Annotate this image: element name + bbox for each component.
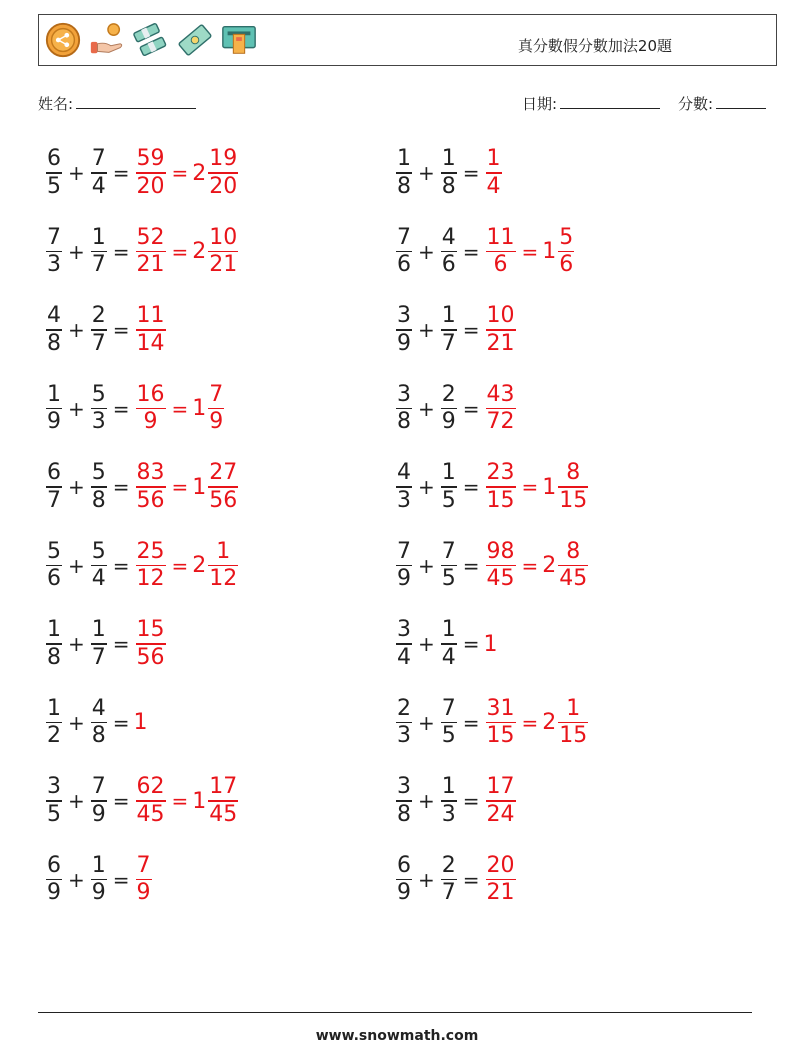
mixed-whole: 1 bbox=[192, 396, 207, 421]
mixed-fraction bbox=[558, 225, 574, 279]
answer-fraction-denominator: 24 bbox=[486, 801, 515, 827]
plus-sign: + bbox=[68, 239, 85, 264]
answer-fraction-denominator: 9 bbox=[143, 409, 158, 435]
addend-a-denominator: 2 bbox=[47, 723, 61, 749]
addend-b-denominator: 9 bbox=[441, 409, 456, 435]
addend-b-numerator: 7 bbox=[91, 146, 106, 172]
equals-sign-mixed: = bbox=[521, 710, 539, 735]
answer-fraction bbox=[486, 853, 516, 907]
addend-b-denominator: 3 bbox=[441, 801, 456, 827]
plus-sign: + bbox=[418, 396, 435, 421]
addend-b-denominator: 5 bbox=[441, 566, 456, 592]
addend-a-denominator: 9 bbox=[47, 409, 61, 435]
addend-b bbox=[91, 696, 107, 750]
addend-a-numerator: 4 bbox=[397, 460, 411, 486]
answer-fraction-denominator: 15 bbox=[486, 723, 515, 749]
addend-b-denominator: 8 bbox=[91, 723, 106, 749]
answer-fraction bbox=[136, 460, 166, 514]
addend-a bbox=[396, 617, 412, 671]
plus-sign: + bbox=[68, 318, 85, 342]
addend-a-denominator: 6 bbox=[397, 252, 411, 278]
mixed-fraction bbox=[208, 146, 238, 200]
answer-fraction-denominator: 72 bbox=[486, 409, 515, 435]
answer-fraction bbox=[486, 225, 516, 279]
addend-b bbox=[91, 225, 107, 279]
addend-a-numerator: 1 bbox=[397, 146, 411, 172]
worksheet-title: 真分數假分數加法20題 bbox=[517, 37, 672, 55]
equals-sign: = bbox=[462, 318, 480, 342]
mixed-whole: 2 bbox=[192, 553, 207, 578]
addend-a-numerator: 3 bbox=[47, 774, 61, 800]
addend-a-denominator: 3 bbox=[47, 252, 61, 278]
mixed-fraction bbox=[558, 539, 588, 593]
mixed-fraction-numerator: 7 bbox=[209, 381, 224, 407]
addend-a-denominator: 8 bbox=[397, 801, 411, 827]
answer-fraction-numerator: 20 bbox=[486, 852, 515, 878]
problem-20 bbox=[394, 849, 518, 911]
addend-b-denominator: 6 bbox=[441, 252, 456, 278]
answer-fraction-denominator: 56 bbox=[136, 644, 165, 670]
addend-b-numerator: 7 bbox=[441, 695, 456, 721]
addend-a bbox=[46, 696, 62, 750]
addend-a bbox=[46, 539, 62, 593]
addend-b bbox=[441, 696, 457, 750]
addend-b bbox=[441, 460, 457, 514]
answer-fraction-denominator: 15 bbox=[486, 487, 515, 513]
addend-a bbox=[396, 696, 412, 750]
mixed-fraction-denominator: 15 bbox=[559, 487, 588, 513]
answer-fraction bbox=[136, 617, 166, 671]
problem-11 bbox=[44, 535, 240, 597]
problem-4 bbox=[394, 221, 576, 283]
mixed-fraction-numerator: 8 bbox=[566, 538, 581, 564]
addend-a bbox=[396, 539, 412, 593]
plus-sign: + bbox=[418, 161, 435, 185]
answer-fraction bbox=[136, 382, 166, 436]
mixed-fraction bbox=[208, 382, 224, 436]
problem-2 bbox=[394, 142, 504, 204]
mixed-fraction-denominator: 12 bbox=[209, 566, 238, 592]
plus-sign: + bbox=[418, 553, 435, 578]
addend-b-numerator: 2 bbox=[91, 303, 106, 329]
addend-a-numerator: 7 bbox=[397, 224, 411, 250]
footer-site: www.snowmath.com bbox=[315, 1028, 479, 1044]
name-label: 姓名: bbox=[38, 95, 74, 113]
addend-a-denominator: 6 bbox=[47, 566, 61, 592]
equals-sign-mixed: = bbox=[171, 239, 189, 264]
answer-fraction-numerator: 17 bbox=[486, 774, 515, 800]
problem-8 bbox=[394, 378, 518, 440]
mixed-whole: 2 bbox=[192, 239, 207, 264]
mixed-fraction-numerator: 19 bbox=[209, 146, 238, 172]
addend-a bbox=[396, 146, 412, 200]
addend-a-denominator: 5 bbox=[47, 173, 61, 199]
answer-fraction-denominator: 4 bbox=[486, 173, 501, 199]
problem-6 bbox=[394, 299, 518, 361]
answer-fraction-numerator: 10 bbox=[486, 303, 515, 329]
answer-whole: 1 bbox=[133, 710, 148, 735]
score-label: 分數: bbox=[678, 95, 714, 113]
addend-a-numerator: 6 bbox=[397, 852, 411, 878]
answer-fraction bbox=[136, 225, 166, 279]
date-label: 日期: bbox=[522, 95, 558, 113]
mixed-fraction-numerator: 1 bbox=[566, 695, 581, 721]
answer-fraction bbox=[136, 539, 166, 593]
addend-a-numerator: 1 bbox=[47, 381, 61, 407]
mixed-fraction-numerator: 27 bbox=[209, 460, 238, 486]
addend-b bbox=[91, 617, 107, 671]
addend-b bbox=[91, 774, 107, 828]
problem-9 bbox=[44, 456, 240, 518]
addend-b-numerator: 1 bbox=[441, 774, 456, 800]
answer-fraction bbox=[136, 774, 166, 828]
answer-fraction-numerator: 15 bbox=[136, 617, 165, 643]
answer-fraction-denominator: 21 bbox=[486, 880, 515, 906]
problem-7 bbox=[44, 378, 226, 440]
answer-fraction-numerator: 31 bbox=[486, 695, 515, 721]
problem-5 bbox=[44, 299, 168, 361]
addend-a-numerator: 7 bbox=[397, 538, 411, 564]
addend-a-denominator: 9 bbox=[47, 880, 61, 906]
problem-15 bbox=[44, 692, 148, 754]
plus-sign: + bbox=[68, 789, 85, 813]
addend-b-numerator: 1 bbox=[91, 224, 106, 250]
answer-fraction-denominator: 9 bbox=[136, 880, 151, 906]
answer-fraction-denominator: 45 bbox=[136, 801, 165, 827]
answer-fraction-numerator: 59 bbox=[136, 146, 165, 172]
addend-b bbox=[441, 146, 457, 200]
answer-fraction bbox=[486, 460, 516, 514]
equals-sign: = bbox=[112, 475, 130, 499]
equals-sign-mixed: = bbox=[171, 789, 189, 813]
addend-b-denominator: 4 bbox=[91, 566, 106, 592]
answer-fraction-numerator: 11 bbox=[136, 303, 165, 329]
addend-a bbox=[396, 774, 412, 828]
addend-a bbox=[46, 617, 62, 671]
answer-fraction-numerator: 23 bbox=[486, 460, 515, 486]
mixed-fraction bbox=[208, 774, 238, 828]
addend-a-numerator: 3 bbox=[397, 303, 411, 329]
problem-3 bbox=[44, 221, 240, 283]
mixed-fraction-numerator: 17 bbox=[209, 774, 238, 800]
answer-fraction-denominator: 21 bbox=[486, 330, 515, 356]
mixed-fraction-numerator: 1 bbox=[216, 538, 231, 564]
addend-b bbox=[91, 460, 107, 514]
equals-sign: = bbox=[112, 239, 130, 264]
addend-a bbox=[396, 382, 412, 436]
addend-b bbox=[441, 225, 457, 279]
mixed-fraction-denominator: 45 bbox=[559, 566, 588, 592]
mixed-whole: 2 bbox=[542, 710, 557, 735]
mixed-fraction bbox=[558, 696, 588, 750]
mixed-fraction-denominator: 21 bbox=[209, 252, 238, 278]
addend-b-numerator: 1 bbox=[441, 303, 456, 329]
addend-a bbox=[46, 382, 62, 436]
addend-a-numerator: 3 bbox=[397, 774, 411, 800]
addend-b-denominator: 8 bbox=[441, 173, 456, 199]
addend-b-numerator: 1 bbox=[441, 146, 456, 172]
addend-b-numerator: 5 bbox=[91, 460, 106, 486]
problem-1 bbox=[44, 142, 240, 204]
addend-a bbox=[396, 853, 412, 907]
equals-sign-mixed: = bbox=[171, 553, 189, 578]
addend-a-numerator: 2 bbox=[397, 695, 411, 721]
mixed-fraction-denominator: 56 bbox=[209, 487, 238, 513]
addend-a-numerator: 7 bbox=[47, 224, 61, 250]
mixed-fraction-numerator: 8 bbox=[566, 460, 581, 486]
addend-a bbox=[46, 774, 62, 828]
addend-b-denominator: 4 bbox=[91, 173, 106, 199]
addend-b-denominator: 7 bbox=[441, 880, 456, 906]
answer-fraction bbox=[486, 696, 516, 750]
mixed-fraction-denominator: 45 bbox=[209, 801, 238, 827]
addend-a-denominator: 7 bbox=[47, 487, 61, 513]
answer-fraction-numerator: 11 bbox=[486, 224, 515, 250]
mixed-whole: 2 bbox=[542, 553, 557, 578]
addend-a bbox=[396, 225, 412, 279]
equals-sign: = bbox=[112, 710, 130, 735]
addend-a-numerator: 3 bbox=[397, 617, 411, 643]
addend-b-numerator: 1 bbox=[441, 617, 456, 643]
equals-sign: = bbox=[112, 632, 130, 656]
mixed-fraction-denominator: 6 bbox=[559, 252, 574, 278]
plus-sign: + bbox=[68, 710, 85, 735]
answer-fraction bbox=[136, 146, 166, 200]
answer-fraction bbox=[486, 382, 516, 436]
addend-b-numerator: 4 bbox=[441, 224, 456, 250]
mixed-fraction-numerator: 10 bbox=[209, 224, 238, 250]
equals-sign: = bbox=[112, 396, 130, 421]
problem-18 bbox=[394, 770, 518, 832]
mixed-whole: 1 bbox=[192, 788, 207, 814]
answer-fraction bbox=[486, 303, 516, 357]
plus-sign: + bbox=[68, 632, 85, 656]
problem-14 bbox=[394, 613, 498, 675]
problem-19 bbox=[44, 849, 154, 911]
addend-b bbox=[91, 853, 107, 907]
mixed-fraction-numerator: 5 bbox=[559, 224, 574, 250]
problem-13 bbox=[44, 613, 168, 675]
plus-sign: + bbox=[418, 867, 435, 892]
addend-b-numerator: 5 bbox=[91, 538, 106, 564]
addend-a-denominator: 8 bbox=[47, 644, 61, 670]
answer-fraction-numerator: 62 bbox=[136, 774, 165, 800]
addend-a-denominator: 3 bbox=[397, 487, 411, 513]
addend-b bbox=[441, 617, 457, 671]
mixed-whole: 1 bbox=[542, 474, 557, 500]
addend-b-denominator: 5 bbox=[441, 487, 456, 513]
plus-sign: + bbox=[418, 318, 435, 342]
plus-sign: + bbox=[418, 239, 435, 264]
answer-fraction bbox=[486, 774, 516, 828]
equals-sign-mixed: = bbox=[171, 396, 189, 421]
addend-a bbox=[396, 460, 412, 514]
plus-sign: + bbox=[418, 789, 435, 813]
equals-sign: = bbox=[462, 161, 480, 185]
addend-a-numerator: 1 bbox=[47, 695, 61, 721]
plus-sign: + bbox=[68, 475, 85, 499]
addend-b-numerator: 1 bbox=[441, 460, 456, 486]
addend-b bbox=[441, 303, 457, 357]
addend-a-numerator: 5 bbox=[47, 538, 61, 564]
answer-fraction-denominator: 56 bbox=[136, 487, 165, 513]
addend-a-denominator: 9 bbox=[397, 880, 411, 906]
addend-b bbox=[91, 382, 107, 436]
equals-sign: = bbox=[112, 867, 130, 892]
mixed-fraction-denominator: 9 bbox=[209, 409, 224, 435]
plus-sign: + bbox=[68, 867, 85, 892]
addend-b-numerator: 4 bbox=[91, 695, 106, 721]
addend-a-denominator: 5 bbox=[47, 801, 61, 827]
equals-sign: = bbox=[462, 475, 480, 499]
plus-sign: + bbox=[418, 632, 435, 656]
addend-b-numerator: 1 bbox=[91, 617, 106, 643]
addend-b-denominator: 3 bbox=[91, 409, 106, 435]
addend-b-numerator: 5 bbox=[91, 381, 106, 407]
answer-fraction-numerator: 16 bbox=[136, 381, 165, 407]
mixed-fraction bbox=[208, 460, 238, 514]
answer-fraction bbox=[136, 853, 152, 907]
addend-a-denominator: 8 bbox=[397, 409, 411, 435]
equals-sign: = bbox=[462, 710, 480, 735]
equals-sign-mixed: = bbox=[521, 475, 539, 499]
problem-16 bbox=[394, 692, 590, 754]
addend-a bbox=[46, 303, 62, 357]
addend-a-numerator: 6 bbox=[47, 146, 61, 172]
addend-b-numerator: 2 bbox=[441, 852, 456, 878]
addend-b-numerator: 2 bbox=[441, 381, 456, 407]
addend-a bbox=[46, 853, 62, 907]
mixed-whole: 2 bbox=[192, 160, 207, 186]
addend-a-denominator: 9 bbox=[397, 566, 411, 592]
answer-fraction-denominator: 20 bbox=[136, 173, 165, 199]
equals-sign: = bbox=[462, 632, 480, 656]
addend-b-numerator: 7 bbox=[91, 774, 106, 800]
addend-a-numerator: 6 bbox=[47, 852, 61, 878]
answer-fraction bbox=[486, 146, 502, 200]
answer-whole: 1 bbox=[483, 631, 498, 657]
equals-sign: = bbox=[462, 239, 480, 264]
addend-b-denominator: 5 bbox=[441, 723, 456, 749]
answer-fraction-denominator: 14 bbox=[136, 330, 165, 356]
addend-b-denominator: 8 bbox=[91, 487, 106, 513]
addend-a-numerator: 3 bbox=[397, 381, 411, 407]
addend-a-numerator: 4 bbox=[47, 303, 61, 329]
problem-12 bbox=[394, 535, 590, 597]
addend-b-denominator: 7 bbox=[441, 330, 456, 356]
mixed-fraction bbox=[208, 225, 238, 279]
equals-sign: = bbox=[462, 789, 480, 813]
answer-fraction-numerator: 25 bbox=[136, 538, 165, 564]
addend-a bbox=[46, 460, 62, 514]
plus-sign: + bbox=[68, 161, 85, 185]
problem-17 bbox=[44, 770, 240, 832]
plus-sign: + bbox=[68, 396, 85, 421]
answer-fraction-denominator: 21 bbox=[136, 252, 165, 278]
answer-fraction bbox=[136, 303, 166, 357]
addend-a-denominator: 3 bbox=[397, 723, 411, 749]
addend-b-numerator: 1 bbox=[91, 852, 106, 878]
mixed-whole: 1 bbox=[192, 474, 207, 500]
answer-fraction bbox=[486, 539, 516, 593]
equals-sign: = bbox=[112, 318, 130, 342]
addend-b bbox=[91, 146, 107, 200]
problem-10 bbox=[394, 456, 590, 518]
addend-a-denominator: 9 bbox=[397, 330, 411, 356]
addend-b-denominator: 7 bbox=[91, 644, 106, 670]
answer-fraction-denominator: 6 bbox=[493, 252, 508, 278]
answer-fraction-numerator: 43 bbox=[486, 381, 515, 407]
mixed-fraction-denominator: 20 bbox=[209, 173, 238, 199]
addend-a bbox=[396, 303, 412, 357]
addend-a-numerator: 6 bbox=[47, 460, 61, 486]
addend-b bbox=[441, 774, 457, 828]
addend-b-denominator: 9 bbox=[91, 880, 106, 906]
addend-b-denominator: 4 bbox=[441, 644, 456, 670]
equals-sign: = bbox=[462, 396, 480, 421]
plus-sign: + bbox=[68, 553, 85, 578]
mixed-fraction-denominator: 15 bbox=[559, 723, 588, 749]
addend-a bbox=[46, 146, 62, 200]
equals-sign: = bbox=[112, 789, 130, 813]
equals-sign-mixed: = bbox=[521, 239, 539, 264]
equals-sign: = bbox=[112, 161, 130, 185]
mixed-fraction bbox=[558, 460, 588, 514]
answer-fraction-denominator: 45 bbox=[486, 566, 515, 592]
addend-b bbox=[91, 539, 107, 593]
equals-sign-mixed: = bbox=[171, 161, 189, 185]
addend-b bbox=[441, 382, 457, 436]
addend-b-numerator: 7 bbox=[441, 538, 456, 564]
mixed-whole: 1 bbox=[542, 239, 557, 264]
mixed-fraction bbox=[208, 539, 238, 593]
addend-b bbox=[441, 539, 457, 593]
answer-fraction-numerator: 1 bbox=[486, 146, 501, 172]
equals-sign: = bbox=[112, 553, 130, 578]
addend-b-denominator: 7 bbox=[91, 330, 106, 356]
plus-sign: + bbox=[418, 475, 435, 499]
equals-sign: = bbox=[462, 553, 480, 578]
addend-a bbox=[46, 225, 62, 279]
addend-a-numerator: 1 bbox=[47, 617, 61, 643]
equals-sign: = bbox=[462, 867, 480, 892]
addend-b bbox=[91, 303, 107, 357]
answer-fraction-numerator: 52 bbox=[136, 224, 165, 250]
addend-a-denominator: 8 bbox=[397, 173, 411, 199]
addend-a-denominator: 8 bbox=[47, 330, 61, 356]
footer-divider bbox=[38, 1012, 752, 1013]
answer-fraction-numerator: 83 bbox=[136, 460, 165, 486]
equals-sign-mixed: = bbox=[521, 553, 539, 578]
equals-sign-mixed: = bbox=[171, 475, 189, 499]
addend-b bbox=[441, 853, 457, 907]
plus-sign: + bbox=[418, 710, 435, 735]
answer-fraction-numerator: 98 bbox=[486, 538, 515, 564]
addend-b-denominator: 7 bbox=[91, 252, 106, 278]
answer-fraction-numerator: 7 bbox=[136, 852, 151, 878]
addend-a-denominator: 4 bbox=[397, 644, 411, 670]
addend-b-denominator: 9 bbox=[91, 801, 106, 827]
answer-fraction-denominator: 12 bbox=[136, 566, 165, 592]
